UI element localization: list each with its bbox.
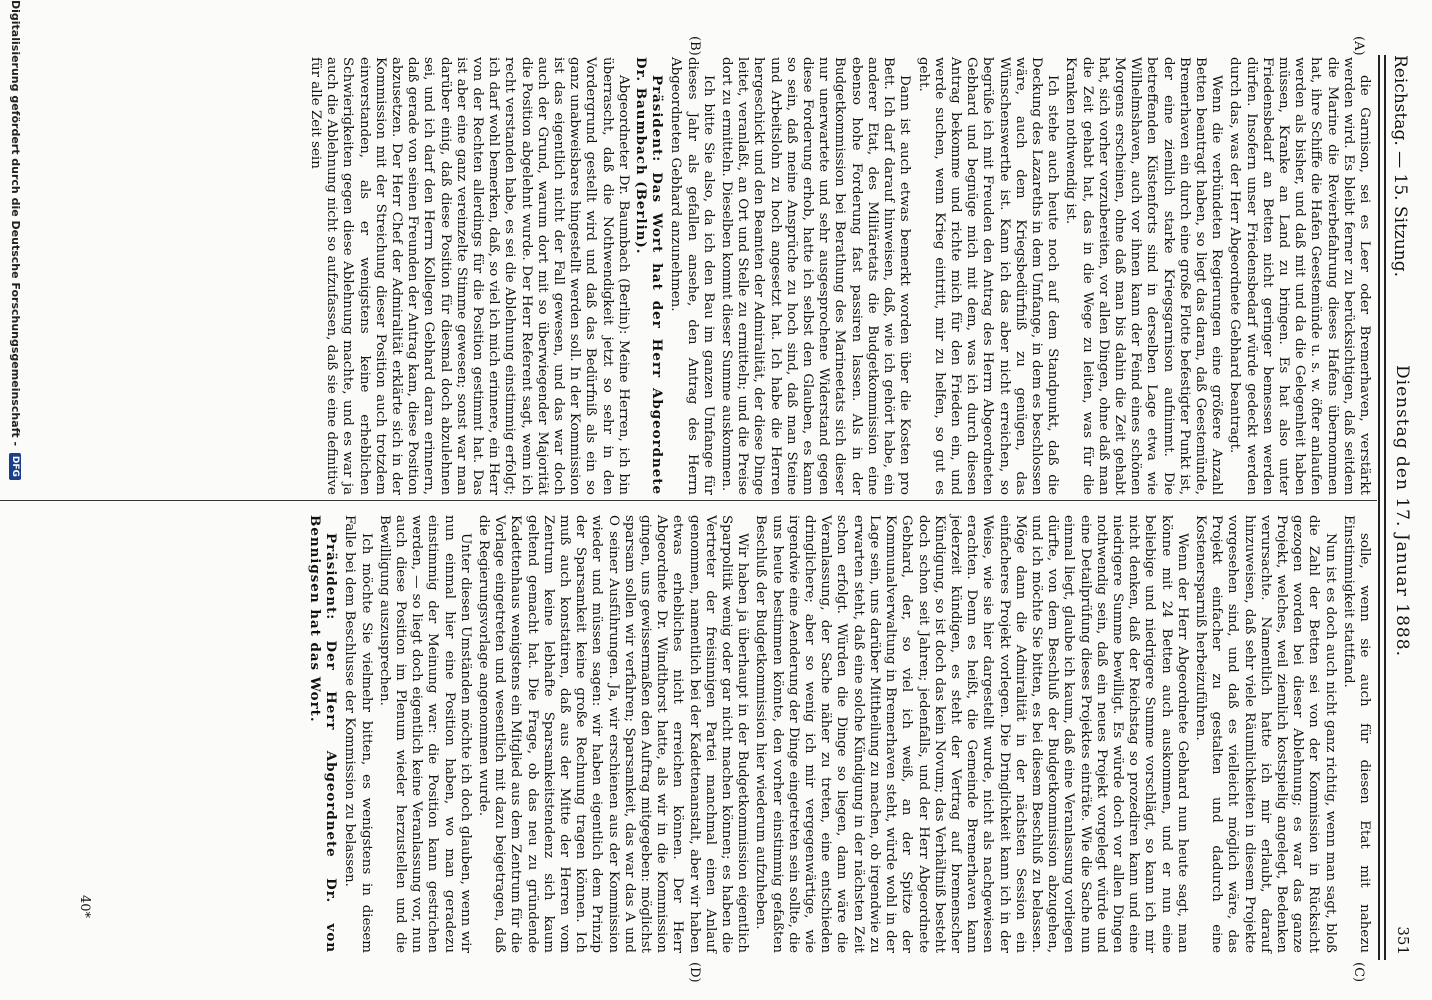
paragraph: die Garnison, sei es Leer oder Bremerhaven, verstärkt werden wird. Es bleibt ferner zu berücksichtigen, daß seitdem die Marine die Revierbefahrung dieses Hafens übernommen hat, ihre Schiffe die Hafen Geestemünde u. s. w. öfter anlaufen werden als bisher, und daß mit und da die Gelegenheit haben müssen, Kranke an Land zu bringen. Es hat also unter Friedensbedarf an Betten nicht geringer bemessen werden dürfen. Insofern unser Friedensbedarf würde gedeckt werden durch das, was der Herr Abgeordnete Gebhard beantragt.	[1227, 57, 1372, 495]
margin-letter-c: (C)	[1351, 962, 1366, 983]
digitization-footer	[9, 0, 22, 480]
column-divider	[0, 500, 1377, 501]
paragraph: solle, wenn sie auch für diesen Etat mit nahezu Einstimmigkeit stattfand.	[1340, 515, 1372, 953]
speaker-line: Präsident: Der Herr Abgeordnete Dr. von Bennigsen hat das Wort.	[307, 515, 340, 953]
paragraph: Ich möchte Sie vielmehr bitten, es wenigstens in diesem Falle bei dem Beschlusse der Kommission zu belassen.	[342, 515, 374, 953]
paragraph: Wir haben ja überhaupt in der Budgetkommission eigentlich Sparpolitik wenig oder gar nicht machen können; es haben die Vertreter der freisinnigen Partei manchmal einen Anlauf genommen, namentlich bei der Kadettenanstalt, aber wir haben etwas erhebliches nicht erreichen können. Der Herr Abgeordnete Dr. Windthorst hatte, als wir in die Kommission gingen, uns gewissermaßen den Auftrag mitgegeben: möglichst sparsam sollen wir verfahren; Sparsamkeit, das war das A und O seiner Ausführungen. Ja, wir erschienen aus der Kommission wieder und müssen sagen: wir haben eigentlich dem Prinzip der Sparsamkeit keine große Rechnung tragen können. Ich muß auch konstatiren, daß aus der Mitte der Herren vom Zentrum keine lebhafte Sparsamkeitstendenz sich kaum geltend gemacht hat. Die Frage, ob das neu zu gründende Kadettenhaus wenigstens ein Mitglied aus dem Zentrum für die Vorlage eingetreten und wesentlich mit dazu beigetragen, daß die Regierungsvorlage angenommen wurde.	[476, 515, 751, 953]
paragraph: Unter diesen Umständen möchte ich doch glauben, wenn wir nun einmal hier eine Position haben, wo man geradezu einstimmig der Meinung war: die Position kann gestrichen werden, — so liegt doch eigentlich keine Veranlassung vor, nun auch diese Position im Plenum wieder herzustellen und die Bewilligung auszusprechen.	[376, 515, 473, 953]
paragraph: Dann ist auch etwas bemerkt worden über die Kosten pro Bett. Ich darf darauf hinweisen, daß, wie ich gehört habe, ein anderer Etat, des Militäretats die Budgetkommission eine ebenso hohe Forderung fast passiren lassen. Als in der Budgetkommission bei Berathung des Marineetats sich dieser nur unerwartete und sehr ausgesprochene Widerstand gegen diese Forderung erhob, hatte ich selbst den Glauben, es kann so sein, daß meine Ansprüche zu hoch sind, daß man Steine und Arbeitslohn zu hoch angesetzt hat. Ich habe die Herren hergeschickt und den Beamten der Admiralität, der diese Dinge leitet, veranlaßt, an Ort und Stelle zu ermitteln; und die Preise dort zu ermitteln. Dieselben kommt dieser Summe auskommen.	[719, 57, 913, 495]
header-rule-bottom	[1378, 55, 1380, 960]
digitization-note: Digitalisierung gefördert durch die Deutsche Forschungsgemeinschaft -	[9, 0, 22, 447]
dfg-logo-icon: DFG	[9, 453, 21, 480]
header-rule-top	[1384, 55, 1386, 960]
running-header	[1386, 55, 1414, 955]
margin-letter-a: (A)	[1351, 36, 1366, 56]
left-column	[305, 57, 1372, 495]
paragraph: Abgeordneter Dr. Baumbach (Berlin): Meine Herren, ich bin überrascht, daß die Nothwendigkeit jetzt so sehr in den Vordergrund gestellt wird und daß das Bedürfniß als ein so ganz unabweisbares hingestellt werden soll. In der Kommission ist das eigentlich nicht der Fall gewesen, und das war doch auch der Grund, warum dort mit so überwiegender Majorität die Position abgelehnt wurde. Der Herr Referent sagt, wenn ich recht verstanden habe, es sei die Ablehnung einstimmig erfolgt; ich darf wohl bemerken, daß, so viel ich mich erinnere, ein Herr von der Rechten allerdings für die Position gestimmt hat. Das ist aber eine ganz vereinzelte Stimme gewesen; sonst war man darüber einig, daß diese Position für diesmal doch abzulehnen sei, und ich darf den Herrn Kollegen Gebhard daran erinnern, daß gerade von seinen Freunden der Antrag kam, diese Position abzusetzen. Der Herr Chef der Admiralität erklärte sich in der Kommission mit der Streichung dieser Position auch trotzdem einverstanden, als er wenigstens keine erheblichen Schwierigkeiten gegen diese Ablehnung machte, und es war ja auch die Ablehnung nicht so aufzufassen, daß sie eine definitive für alle Zeit sein	[308, 57, 631, 495]
paragraph: Ich bitte Sie also, da ich den Bau im ganzen Umfange für dieses Jahr als gefallen ansehe, den Antrag des Herrn Abgeordneten Gebhard anzunehmen.	[668, 57, 716, 495]
paragraph: Wenn die verbündeten Regierungen eine größere Anzahl Betten beantragt haben, so liegt das daran, daß Geestemünde, Bremerhaven ein durch eine große Flotte befestigter Punkt ist, der eine ziemlich starke Kriegsgarnison aufnimmt. Die betreffenden Küstenforts sind in derselben Lage etwa wie Wilhelmshaven, auch vor ihnen kann der Feind eines schönen Morgens erscheinen, ohne daß man bis dahin die Zeit gehabt hat, sich vorher vorzubereiten, vor allen Dingen, ohne daß man die Zeit gehabt hat, das in die Wege zu leiten, was für die Kranken nothwendig ist.	[1063, 57, 1225, 495]
paragraph: Wenn der Herr Abgeordnete Gebhard nun heute sagt, man könne mit 24 Betten auch auskommen, und er nun eine beliebige und niedrigere Summe vorschlägt, so kann ich mir nicht denken, daß der Reichstag so prozediren kann und eine niedrigere Summe bewilligt. Es würde doch vor allen Dingen nothwendig sein, daß ein neues Projekt vorgelegt würde und eine Detailprüfung dieses Projektes einträte. Wie die Sache nun einmal liegt, glaube ich kaum, daß eine Veranlassung vorliegen dürfte, von dem Beschluß der Budgetkommission abzugehen, und ich möchte Sie bitten, es bei diesem Beschluß zu belassen. Möge dann die Admiralität in der nächsten Session ein einfacheres Projekt vorlegen. Die Dringlichkeit kann ich in der Weise, wie sie hier dargestellt wurde, nicht als nachgewiesen erachten. Denn es heißt, die Gemeinde Bremerhaven kann jederzeit kündigen, es steht der Vertrag auf bremenscher Kündigung, so ist doch das kein Novum; das Verhältniß besteht doch schon seit Jahren; jedenfalls, und der Herr Abgeordnete Gebhard, der, so viel ich weiß, an der Spitze der Kommunalverwaltung in Bremerhaven steht, würde wohl in der Lage sein, uns darüber Mittheilung zu machen, ob irgendwie zu erwarten steht, daß eine solche Kündigung in der nächsten Zeit schon erfolgt. Würden die Dinge so liegen, dann wäre die Veranlassung, der Sache näher zu treten, eine entschieden dringlichere; aber so wenig ich mir vergegenwärtige, wie irgendwie eine Aenderung der Dinge eingetreten sein sollte, die uns heute bestimmen könnte, den vorher einstimmig gefaßten Beschluß der Budgetkommission hier wiederum aufzuheben.	[753, 515, 1190, 953]
page-number: 351	[1394, 926, 1412, 955]
margin-letter-d: (D)	[687, 962, 702, 983]
speaker-line: Präsident: Das Wort hat der Herr Abgeordnete Dr. Baumbach (Berlin).	[633, 57, 666, 495]
header-date: Dienstag den 17. Januar 1888.	[1392, 365, 1412, 657]
header-left: Reichstag. — 15. Sitzung.	[1390, 55, 1410, 278]
margin-letter-b: (B)	[687, 36, 702, 56]
paragraph: Nun ist es doch auch nicht ganz richtig, wenn man sagt, bloß die Zahl der Betten sei von der Kommission in Rücksicht gezogen worden bei dieser Ablehnung; es war das ganze Projekt, welches, weil ziemlich kostspielig angelegt, Bedenken verursachte. Namentlich hatte ich mir erlaubt, darauf hinzuweisen, daß sehr viele Räumlichkeiten in diesem Projekte vorgesehen sind, und daß es vielleicht möglich wäre, das Projekt einfacher zu gestalten und dadurch eine Kostenersparniß herbeizuführen.	[1192, 515, 1338, 953]
right-column	[305, 515, 1372, 953]
signature-mark: 40*	[77, 895, 92, 919]
paragraph: Ich stehe auch heute noch auf dem Standpunkt, daß die Deckung des Lazareths in dem Umfange, in dem es beschlossen wäre, auch dem Kriegsbedürfniß zu genügen, das Wünschenswerthe ist. Kann ich das aber nicht erreichen, so begrüße ich mit Freuden den Antrag des Herrn Abgeordneten Gebhard und begnüge mich mit dem, was ich durch diesen Antrag bekomme und richte mich für den Frieden ein, und werde suchen, wenn Krieg eintritt, mir zu helfen, so gut es geht.	[915, 57, 1061, 495]
